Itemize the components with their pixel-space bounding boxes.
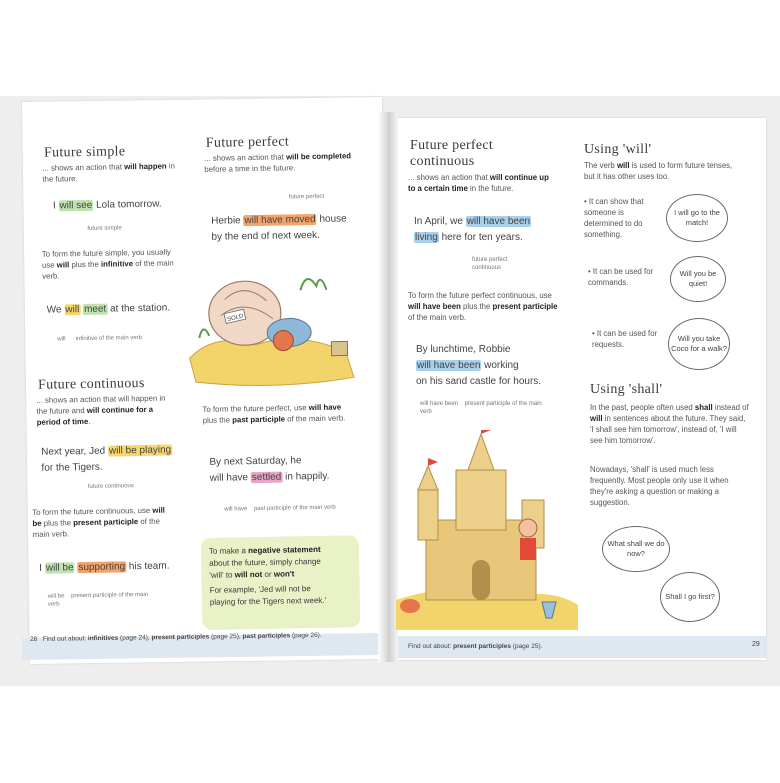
using-shall-p2: Nowadays, 'shall' is used much less frequently. Most people only use it when they're asking a question or making a suggestion. [590, 465, 729, 507]
using-will-bullet-2: • It can be used for commands. [588, 267, 654, 287]
box-text: To make a [208, 546, 249, 556]
footer-link-past-participles[interactable]: past participles [242, 632, 291, 641]
example-text: Next year, Jed [41, 445, 109, 458]
fpc-example [414, 214, 531, 229]
desc-bold: will happen [124, 161, 167, 172]
note-participle: present participle of the main verb [47, 591, 149, 608]
fpc-notes-2 [420, 400, 550, 416]
footer-ref: (page 26). [290, 631, 322, 640]
fpc-example-line2 [414, 230, 523, 245]
highlighted-verb: will see [59, 199, 93, 212]
speech-bubble-request: Will you take Coco for a walk? [668, 318, 730, 370]
using-shall-p1 [590, 402, 750, 446]
rule-bold: present participle [73, 517, 139, 528]
example-text: house [316, 213, 347, 225]
rule-text: plus the [202, 415, 233, 425]
para-text: In the past, people often used [590, 403, 695, 412]
future-simple-example [53, 197, 162, 214]
future-perfect-example-2 [210, 469, 330, 486]
future-simple-note: future simple [87, 225, 122, 232]
para-text: in sentences about the future. They said, 'I shall see him tomorrow', instead of, 'I will see him tomorrow'. [590, 414, 746, 445]
future-simple-rule [42, 246, 183, 281]
box-bold: won't [273, 569, 295, 579]
fpc-heading-line1: Future perfect [410, 138, 494, 153]
bullet-text: It can be used for commands. [588, 267, 654, 287]
rule-text: To form the future continuous, use [32, 505, 153, 517]
footer-ref: (page 25). [510, 643, 543, 650]
rule-bold: present participle [492, 302, 558, 311]
desc-text: ... shows an action that [408, 173, 490, 182]
future-perfect-notes-2 [224, 503, 354, 513]
desc-bold: will continue for a period of time [36, 404, 154, 427]
speech-bubble-shall-i: Shall I go first? [660, 572, 720, 622]
future-simple-desc [42, 160, 182, 184]
desc-text: in the future [42, 161, 175, 184]
sandcastle-illustration [396, 430, 578, 630]
example-text: here for ten years. [438, 232, 523, 243]
using-will-bullet-3: • It can be used for requests. [592, 329, 658, 349]
highlighted-verb: will be playing [108, 444, 172, 457]
future-continuous-example-2 [39, 559, 169, 576]
fpc-note: future perfect continuous [472, 257, 508, 271]
highlighted-verb: will have moved [244, 213, 316, 227]
box-text: playing for the Tigers next week.' [209, 595, 327, 607]
future-perfect-desc [204, 150, 354, 175]
future-perfect-heading: Future perfect [205, 134, 290, 151]
footer-link-present-participles[interactable]: present participles [453, 643, 511, 650]
example-text: in happily. [282, 470, 330, 483]
fpc-heading-line2: continuous [410, 154, 475, 169]
footer-label: Find out about: [408, 643, 454, 650]
future-continuous-note: future continuous [87, 483, 134, 490]
note-infinitive: infinitive of the main verb [75, 335, 143, 343]
future-simple-example-2 [47, 301, 171, 318]
speech-bubble-what-shall: What shall we do now? [602, 526, 670, 572]
bullet-text: It can show that someone is determined to do something. [584, 197, 644, 239]
desc-text: ... shows an action that will happen in the future and [36, 393, 166, 416]
example-text: I [39, 562, 45, 574]
example-text: at the station. [107, 302, 171, 315]
rule-bold: will have [308, 402, 342, 413]
example-text: In April, we [414, 216, 466, 227]
rule-text: of the main verb. [408, 313, 467, 322]
using-will-heading: Using 'will' [584, 142, 652, 157]
rule-text: plus the [460, 302, 493, 311]
footer-label: Find out about: [42, 635, 88, 643]
example-text: Lola tomorrow. [93, 198, 162, 211]
highlighted-verb: will have been [466, 216, 531, 227]
using-will-bullet-1: • It can show that someone is determined to do something. [584, 197, 644, 239]
future-perfect-example [211, 211, 347, 228]
example-text: Herbie [211, 215, 244, 227]
fpc-example-2-line3: on his sand castle for hours. [416, 376, 542, 387]
rule-text: plus the [69, 259, 102, 270]
rule-text: To form the future perfect, use [202, 403, 309, 414]
intro-text: is used to form future tenses, but it has other uses too. [584, 161, 733, 181]
example-text: working [481, 360, 519, 371]
sold-sign: SOLD [226, 313, 245, 324]
box-text: For example, 'Jed will not be [209, 584, 311, 595]
right-footer [408, 643, 542, 650]
right-page-number: 29 [752, 641, 760, 648]
example-text: will have [209, 472, 251, 484]
desc-bold: will continue up to a certain time [408, 173, 549, 193]
highlighted-participle: living [415, 232, 438, 243]
future-continuous-example [41, 442, 172, 459]
desc-text: . [75, 174, 78, 184]
using-will-intro [584, 160, 744, 182]
box-text: 'will' to [209, 570, 235, 580]
note-participle: past participle of the main verb [253, 504, 336, 513]
highlighted-infinitive: meet [83, 303, 107, 316]
hermit-crab-illustration [184, 259, 362, 392]
note-will-have: will have [224, 506, 248, 513]
rule-text: To form the future simple, you usually use [41, 247, 171, 270]
future-continuous-example-line2: for the Tigers. [41, 461, 103, 474]
future-simple-heading: Future simple [43, 144, 126, 161]
future-perfect-example-2-line1: By next Saturday, he [209, 455, 302, 468]
rule-bold: past participle [232, 414, 286, 425]
highlighted-will: will [65, 304, 80, 316]
left-page-number: 28 [30, 635, 38, 643]
rule-text: of the main verb. [42, 258, 174, 281]
future-perfect-example-line2: by the end of next week. [211, 229, 320, 243]
rule-bold: will have been [408, 302, 461, 311]
example-text: his team. [125, 560, 170, 573]
highlighted-verb: will have been [417, 360, 481, 371]
fpc-desc [408, 172, 558, 194]
footer-link-infinitives[interactable]: infinitives [87, 634, 119, 643]
fpc-rule [408, 290, 558, 323]
desc-text: ... shows an action that [204, 152, 287, 163]
desc-text: in the future. [467, 184, 514, 193]
desc-text: . [88, 416, 91, 426]
note-will: will [57, 336, 66, 343]
future-perfect-rule [202, 401, 352, 426]
future-continuous-heading: Future continuous [37, 375, 145, 393]
future-continuous-rule [32, 505, 173, 540]
rule-bold: will be [32, 505, 165, 528]
desc-text: ... shows an action that [42, 162, 125, 173]
box-bold: negative statement [248, 544, 321, 556]
speech-bubble-determined: I will go to the match! [666, 194, 728, 242]
desc-bold: will be completed [285, 151, 352, 162]
note-will-be: will be [47, 593, 65, 600]
rule-text: plus the [41, 518, 74, 528]
rule-bold: will [56, 260, 70, 270]
para-text: instead of [712, 403, 749, 412]
future-continuous-notes-2 [48, 591, 158, 609]
rule-bold: infinitive [100, 259, 134, 269]
footer-ref: (page 24), [118, 634, 152, 642]
rule-text: To form the future perfect continuous, use [408, 291, 552, 300]
rule-text: of the main verb. [32, 516, 160, 539]
footer-ref: (page 25), [209, 633, 243, 641]
rule-text: of the main verb. [284, 413, 346, 424]
speech-bubble-command: Will you be quiet! [670, 256, 726, 302]
future-perfect-note: future perfect [288, 193, 325, 201]
box-bold: will not [234, 569, 263, 580]
example-text: I [52, 200, 59, 212]
para-bold: will [590, 414, 603, 423]
example-text: We [46, 304, 65, 316]
bullet-text: It can be used for requests. [592, 329, 658, 349]
future-simple-notes-2 [57, 335, 142, 342]
box-text: or [262, 569, 274, 579]
para-bold: shall [694, 403, 713, 412]
footer-link-present-participles[interactable]: present participles [151, 633, 210, 642]
highlighted-will-be: will be [45, 562, 74, 574]
intro-text: The verb [584, 161, 617, 170]
note-will-have-been: will have been [420, 401, 459, 407]
fpc-example-2-line1: By lunchtime, Robbie [416, 344, 511, 355]
highlighted-participle: settled [251, 471, 282, 484]
desc-text: before a time in the future. [204, 163, 296, 174]
note-participle: present participle of the main verb [420, 401, 542, 415]
negative-statement-text [209, 543, 358, 609]
fpc-example-2-line2 [416, 358, 519, 373]
future-continuous-desc [36, 392, 177, 427]
highlighted-participle: supporting [78, 561, 126, 574]
box-text: about the future, simply change [209, 556, 321, 568]
intro-bold: will [616, 161, 630, 170]
using-shall-heading: Using 'shall' [590, 382, 663, 397]
